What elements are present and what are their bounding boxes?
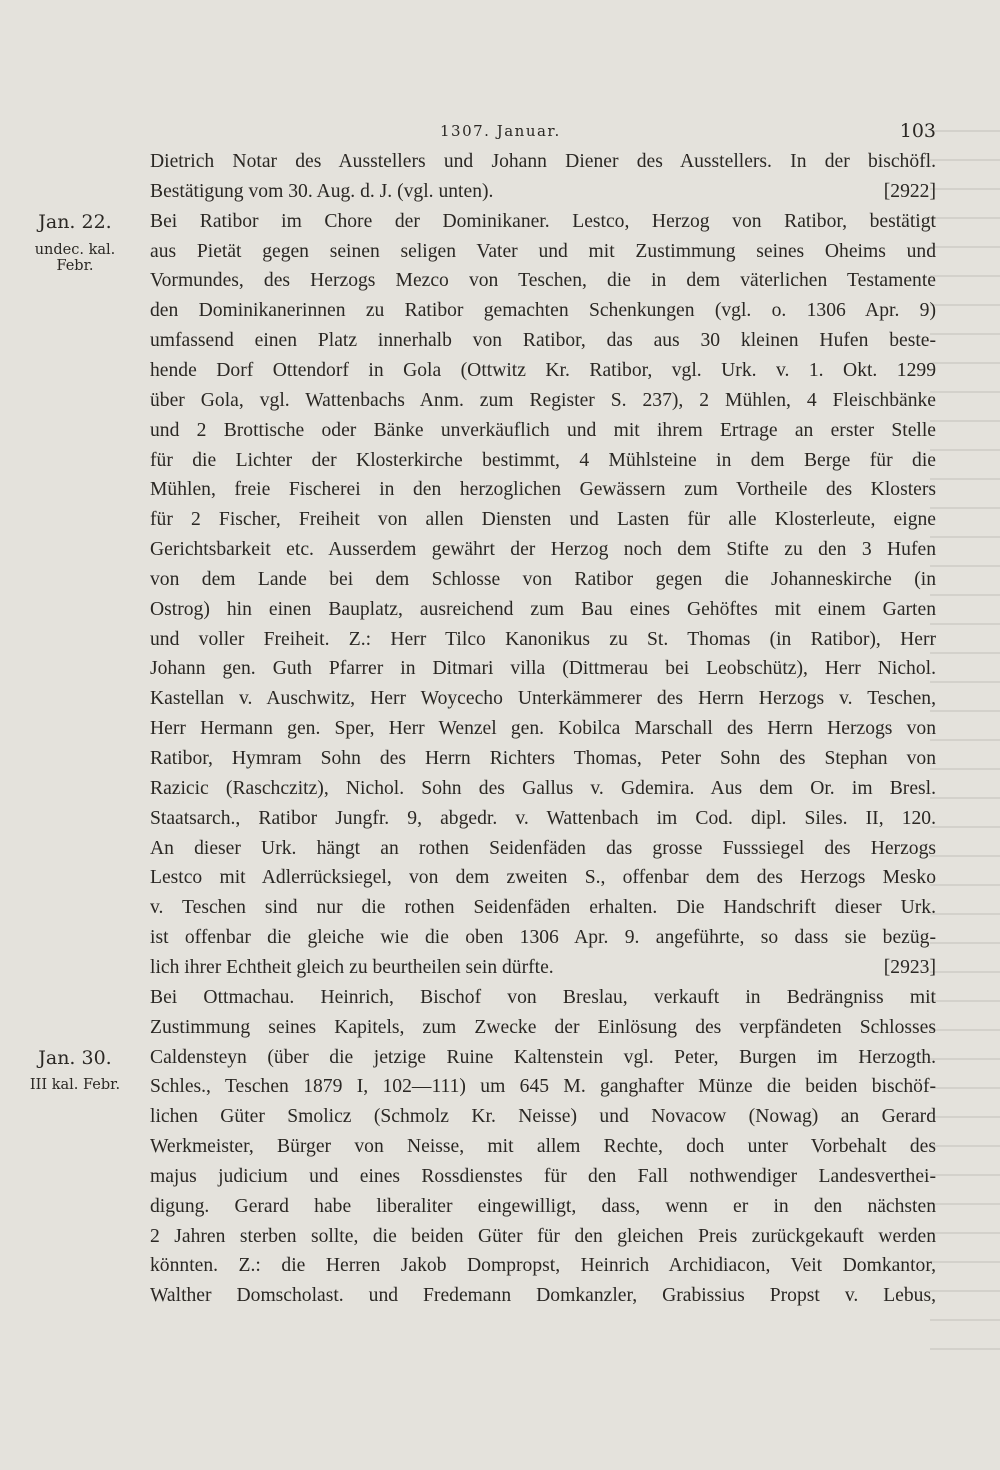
text-line: lichen Güter Smolicz (Schmolz Kr. Neisse) und Novacow (Nowag) an Gerard [150, 1106, 936, 1128]
text-line: Razicic (Raschczitz), Nichol. Sohn des Gallus v. Gdemira. Aus dem Or. im Bresl. [150, 777, 936, 799]
text-line: für die Lichter der Klosterkirche bestimmt, 4 Mühlsteine in dem Berge für die [150, 449, 936, 471]
text-line: Caldensteyn (über die jetzige Ruine Kaltenstein vgl. Peter, Burgen im Herzogth. [150, 1046, 936, 1068]
bleed-through-shadow [930, 130, 1000, 1370]
margin-date-note: Jan. 30. [38, 1046, 112, 1069]
text-line: über Gola, vgl. Wattenbachs Anm. zum Register S. 237), 2 Mühlen, 4 Fleischbänke [150, 389, 936, 411]
text-line: An dieser Urk. hängt an rothen Seidenfäden das grosse Fusssiegel des Herzogs [150, 837, 936, 859]
text-line: Ratibor, Hymram Sohn des Herrn Richters Thomas, Peter Sohn des Stephan von [150, 748, 936, 769]
text-line: Herr Hermann gen. Sper, Herr Wenzel gen. Kobilca Marschall des Herrn Herzogs von [150, 718, 936, 740]
text-line: Werkmeister, Bürger von Neisse, mit allem Rechte, doch unter Vorbehalt des [150, 1136, 936, 1158]
text-line [150, 953, 936, 982]
text-line: Kastellan v. Auschwitz, Herr Woycecho Unterkämmerer des Herrn Herzogs v. Teschen, [150, 688, 936, 710]
text-line: könnten. Z.: die Herren Jakob Dompropst, Heinrich Archidiacon, Veit Domkantor, [150, 1255, 936, 1277]
record-number: [2922] [883, 180, 936, 202]
text-line: digung. Gerard habe liberaliter eingewilligt, dass, wenn er in den nächsten [150, 1195, 936, 1217]
text-line: Walther Domscholast. und Fredemann Domkanzler, Grabissius Propst v. Lebus, [150, 1285, 936, 1307]
running-title: 1307. Januar. [440, 122, 561, 140]
text-line: Vormundes, des Herzogs Mezco von Teschen, die in dem väterlichen Testamente [150, 270, 936, 292]
text-line: Dietrich Notar des Ausstellers und Johann Diener des Ausstellers. In der bischöfl. [150, 151, 936, 172]
text-line: hende Dorf Ottendorf in Gola (Ottwitz Kr. Ratibor, vgl. Urk. v. 1. Okt. 1299 [150, 359, 936, 381]
text-line: Johann gen. Guth Pfarrer in Ditmari villa (Dittmerau bei Leobschütz), Herr Nichol. [150, 658, 936, 680]
text-line: und voller Freiheit. Z.: Herr Tilco Kanonikus zu St. Thomas (in Ratibor), Herr [150, 628, 936, 650]
page-header [150, 120, 936, 146]
text-line: Staatsarch., Ratibor Jungfr. 9, abgedr. v. Wattenbach im Cod. dipl. Siles. II, 120. [150, 807, 936, 829]
margin-date-note: Febr. [56, 257, 94, 274]
record-number: [2923] [883, 956, 936, 978]
text-line: Gerichtsbarkeit etc. Ausserdem gewährt der Herzog noch dem Stifte zu den 3 Hufen [150, 539, 936, 561]
text-line: v. Teschen sind nur die rothen Seidenfäden erhalten. Die Handschrift dieser Urk. [150, 897, 936, 919]
text-line: den Dominikanerinnen zu Ratibor gemachten Schenkungen (vgl. o. 1306 Apr. 9) [150, 300, 936, 322]
text-line: aus Pietät gegen seinen seligen Vater und mit Zustimmung seines Oheims und [150, 240, 936, 262]
text-line: 2 Jahren sterben sollte, die beiden Güter für den gleichen Preis zurückgekauft werden [150, 1225, 936, 1247]
text-line: Schles., Teschen 1879 I, 102—111) um 645 M. ganghafter Münze die beiden bischöf- [150, 1076, 936, 1098]
text-line: Bei Ottmachau. Heinrich, Bischof von Breslau, verkauft in Bedrängniss mit [150, 986, 936, 1008]
text-line: majus judicium und eines Rossdienstes für den Fall nothwendiger Landesverthei- [150, 1165, 936, 1187]
text-line [150, 177, 936, 206]
text-line-content: Bestätigung vom 30. Aug. d. J. (vgl. unten). [150, 180, 494, 202]
text-line: Bei Ratibor im Chore der Dominikaner. Lestco, Herzog von Ratibor, bestätigt [150, 210, 936, 232]
text-line: Lestco mit Adlerrücksiegel, von dem zweiten S., offenbar dem des Herzogs Mesko [150, 867, 936, 889]
text-line: Ostrog) hin einen Bauplatz, ausreichend zum Bau eines Gehöftes mit einem Garten [150, 598, 936, 620]
text-line: ist offenbar die gleiche wie die oben 1306 Apr. 9. angeführte, so dass sie bezüg- [150, 927, 936, 949]
text-line: und 2 Brottische oder Bänke unverkäuflich und mit ihrem Ertrage an erster Stelle [150, 419, 936, 441]
margin-date-note: Jan. 22. [38, 210, 112, 233]
margin-date-note: III kal. Febr. [29, 1077, 121, 1094]
text-line-content: lich ihrer Echtheit gleich zu beurtheilen sein dürfte. [150, 956, 554, 978]
text-line: von dem Lande bei dem Schlosse von Ratibor gegen die Johanneskirche (in [150, 568, 936, 590]
text-line: umfassend einen Platz innerhalb von Ratibor, das aus 30 kleinen Hufen beste- [150, 330, 936, 352]
page-number: 103 [899, 120, 936, 142]
text-line: Zustimmung seines Kapitels, zum Zwecke der Einlösung des verpfändeten Schlosses [150, 1016, 936, 1038]
text-line: Mühlen, freie Fischerei in den herzoglichen Gewässern zum Vortheile des Klosters [150, 479, 936, 501]
margin-date-note: undec. kal. [34, 241, 116, 258]
text-line: für 2 Fischer, Freiheit von allen Diensten und Lasten für alle Klosterleute, eigne [150, 509, 936, 531]
